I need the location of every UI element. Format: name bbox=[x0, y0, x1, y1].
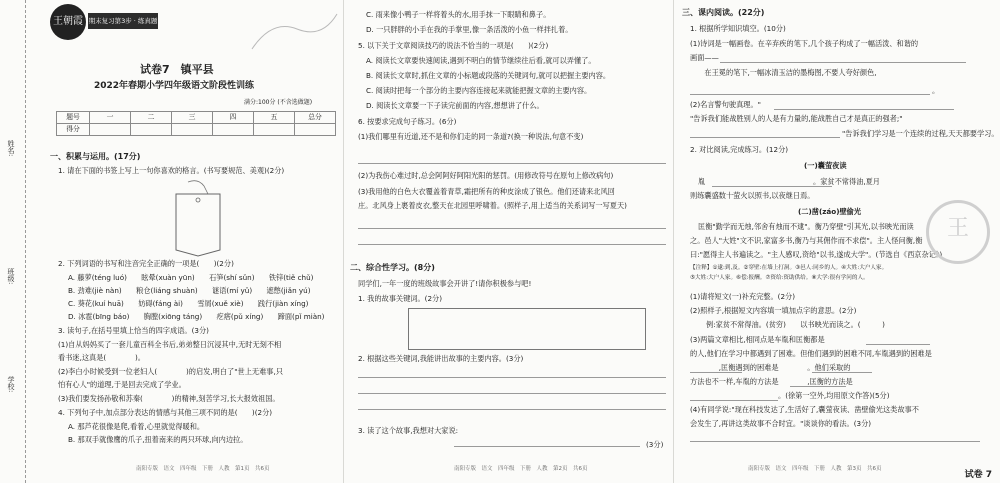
option-5d: D. 阅读长文章要一下子读完前面的内容,想想讲了什么。 bbox=[366, 101, 544, 110]
score-header-cell: 二 bbox=[131, 112, 172, 124]
question-2: 2. 下列词语的书写和注音完全正确的一项是( )(2分) bbox=[58, 259, 234, 268]
score-cell[interactable] bbox=[172, 124, 213, 136]
question-6-3-cont: 庄。北风身上裹着皮衣,整天在北园里呼啸着。(照样子,用上适当的关系词写一写夏天) bbox=[358, 201, 627, 210]
page-1 bbox=[36, 0, 344, 483]
reading-q1-1: (1)诗词是一幅画卷。在辛弃疾的笔下,几个孩子构成了一幅活泼、和谐的 bbox=[690, 39, 919, 48]
paper-number-tag: 试卷 7 bbox=[964, 469, 992, 480]
answer-line[interactable] bbox=[690, 441, 980, 442]
option-c: C. 雨来像小鸭子一样将着头的水,用手抹一下眼睛和鼻子。 bbox=[366, 10, 551, 19]
option-5a: A. 阅读长文章要快速阅读,遇到不明白的情节继续往后看,就可以弄懂了。 bbox=[366, 56, 596, 65]
page-3-footer: 南阳专版 语文 四年级 下册 人教 第3页 共6页 bbox=[748, 466, 882, 472]
watermark-stamp: 王 bbox=[926, 200, 990, 264]
fill-line[interactable] bbox=[690, 137, 840, 138]
page-1-footer: 南阳专版 语文 四年级 下册 人教 第1页 共6页 bbox=[136, 466, 270, 472]
option-4a: A. 那芦花很像是爬,看着,心里就觉得暖和。 bbox=[68, 422, 205, 431]
fill-line[interactable] bbox=[774, 109, 954, 110]
review-banner: 期末复习第3步 · 练真题 bbox=[88, 13, 158, 29]
score-header-cell: 题号 bbox=[57, 112, 90, 124]
reading-q1: 1. 根据所学知识填空。(10分) bbox=[690, 24, 786, 33]
section-1-heading: 一、积累与运用。(17分) bbox=[50, 152, 141, 161]
paper-subtitle: 2022年春期小学四年级语文阶段性训练 bbox=[94, 81, 255, 91]
reading-q2-1: (1)请将短文(一)补充完整。(2分) bbox=[690, 292, 796, 301]
paper-title: 试卷7 镇平县 bbox=[140, 63, 214, 76]
score-header-cell: 四 bbox=[213, 112, 254, 124]
section-2-heading: 二、综合性学习。(8分) bbox=[350, 263, 435, 272]
reading-q1-2: (2)名言警句驶真理。" bbox=[690, 100, 761, 109]
score-cell[interactable] bbox=[295, 124, 336, 136]
score-header-cell: 总分 bbox=[295, 112, 336, 124]
question-6-1: (1)我们哪里有近道,还不是和你们走的同一条道?(换一种说法,句意不变) bbox=[358, 132, 584, 141]
score-cell[interactable] bbox=[213, 124, 254, 136]
score-row-label: 得分 bbox=[57, 124, 90, 136]
reading-q2: 2. 对比阅读,完成练习。(12分) bbox=[690, 145, 789, 154]
option-d: D. 一只胖胖的小手在我的手掌里,像一条活泼的小鱼一样拌扎着。 bbox=[366, 25, 573, 34]
question-6-3: (3)我用他的白色大衣覆盖着青草,霜把所有的种皮涂成了银色。他们还请来北风回 bbox=[358, 187, 615, 196]
reading-q1-2-end: "告诉我们学习是一个连续的过程,天天都要学习。 bbox=[842, 129, 999, 138]
text-2-line-2: 之。邑人"大姓"文不识,家富多书,衡乃与其佣作而不求偿"。主人怪问衡,衡 bbox=[690, 236, 923, 245]
text-2-line-1: 匡衡"勤学而无烛,邻舍有烛而不逮"。衡乃穿壁"引其光,以书映光而读 bbox=[698, 222, 914, 231]
score-header-cell: 三 bbox=[172, 112, 213, 124]
option-5c: C. 阅读时把每一个部分的主要内容连接起来就能把握文章的主要内容。 bbox=[366, 86, 592, 95]
sub-question-3-score: (3分) bbox=[646, 440, 664, 449]
page-2 bbox=[346, 0, 674, 483]
fill-line[interactable] bbox=[690, 372, 742, 373]
text-2-line-3: 曰:"愿得主人书遍读之。"主人感叹,资给"以书,遂成大学"。(节选自《西京杂记》) bbox=[690, 250, 943, 259]
bookmark-drawing bbox=[168, 180, 228, 258]
option-5b: B. 阅读长文章时,抓住文章的小标题或段落的关键词句,就可以把握主要内容。 bbox=[366, 71, 611, 80]
question-3-1: (1)自从妈妈买了一套儿童百科全书后,弟弟整日沉浸其中,无时无刻不相 bbox=[58, 340, 282, 349]
reading-q1-1-cont: 画面—— bbox=[690, 53, 719, 62]
reading-q2-3-end: 。(徐第一空外,均用原文作答)(5分) bbox=[778, 391, 890, 400]
reading-q1-2-cont: "告诉我们能战胜别人的人是有力量的,能战胜自己才是真正的强者;" bbox=[690, 114, 903, 123]
publisher-logo: 王朝霞 bbox=[50, 4, 86, 40]
reading-q2-4-cont: 会发生了,再讲这类故事不合时宜。"谈谈你的看法。(3分) bbox=[690, 419, 872, 428]
reading-q2-3-cont3: 方法也不一样,车胤的方法是 ,匡衡的方法是 bbox=[690, 377, 853, 386]
annotation-1: 【注释】①逮:到,及。②穿壁:在墙上打洞。③邑人:同乡的人。④大姓:大户人家。 bbox=[690, 265, 888, 271]
full-score-note: 满分:100分 (不含选做题) bbox=[244, 99, 313, 106]
option-2b: B. 劲难(jiè nàn) 粮仓(liáng shuàn) 谜语(mí yǔ) 遮憋(jiǎn yú) bbox=[68, 286, 311, 295]
section-3-heading: 三、课内阅读。(22分) bbox=[682, 8, 765, 17]
page-3 bbox=[678, 0, 999, 483]
question-6-2: (2)为我伤心难过时,总会阿阿好阿阳光阳的惩罚。(用修改符号在原句上修改病句) bbox=[358, 171, 614, 180]
binding-label-school: 学校: bbox=[7, 376, 15, 393]
score-header-cell: 五 bbox=[254, 112, 295, 124]
reading-q1-1-text: 在王冕的笔下,一幅冰清玉洁的墨梅图,不要人夸好颜色, bbox=[690, 68, 877, 77]
score-cell[interactable] bbox=[254, 124, 295, 136]
question-4: 4. 下列句子中,加点部分表达的情感与其他三项不同的是( )(2分) bbox=[58, 408, 273, 417]
fill-line[interactable] bbox=[712, 186, 832, 187]
page-2-footer: 南阳专版 语文 四年级 下册 人教 第2页 共6页 bbox=[454, 466, 588, 472]
answer-line[interactable] bbox=[358, 393, 666, 394]
question-3-1-cont: 看书迷,这真是( )。 bbox=[58, 353, 145, 362]
reading-q1-1-end: 。 bbox=[932, 86, 940, 95]
question-3: 3. 读句子,在括号里填上恰当的四字成语。(3分) bbox=[58, 326, 209, 335]
question-1: 1. 请在下面的书签上写上一句你喜欢的格言。(书写要规范、美观)(2分) bbox=[58, 166, 285, 175]
option-4b: B. 那双手就像鹰的爪子,扭着南来的两只环球,向内边拉。 bbox=[68, 435, 248, 444]
fill-line[interactable] bbox=[720, 62, 966, 63]
answer-line[interactable] bbox=[358, 409, 666, 410]
text-1-title: (一)囊萤夜读 bbox=[804, 161, 847, 170]
text-1-line-2: 则练囊盛数十萤火以照书,以夜继日焉。 bbox=[690, 191, 815, 200]
score-cell[interactable] bbox=[131, 124, 172, 136]
option-2d: D. 冰雹(bīng báo) 胸膛(xiōng táng) 疙瘩(pǔ xíng) 蹄面(pǐ miàn) bbox=[68, 312, 325, 321]
score-table bbox=[56, 111, 336, 136]
fill-line[interactable] bbox=[690, 400, 778, 401]
text-2-title: (二)凿(záo)壁偷光 bbox=[798, 207, 862, 216]
score-cell[interactable] bbox=[90, 124, 131, 136]
answer-line[interactable] bbox=[358, 163, 666, 164]
sub-question-1: 1. 我的故事关键词。(2分) bbox=[358, 294, 443, 303]
binding-label-name: 姓名: bbox=[7, 140, 15, 157]
reading-q2-2: (2)照样子,根据短文内容填一填加点字的意思。(2分) bbox=[690, 306, 857, 315]
question-3-3: (3)我们要发扬孙敬和苏秦( )的精神,刻苦学习,长大报效祖国。 bbox=[58, 394, 280, 403]
question-5: 5. 以下关于文章阅读技巧的说法不恰当的一项是( )(2分) bbox=[358, 41, 549, 50]
question-3-2: (2)李白小时候受到一位老妇人( )的启发,明白了"世上无难事,只 bbox=[58, 367, 283, 376]
answer-line[interactable] bbox=[358, 228, 666, 229]
annotation-2: ⑤大姓:大户人家。⑥偿:报酬。⑦资给:资助供给。⑧大学:很有学问的人。 bbox=[690, 275, 869, 281]
question-6: 6. 按要求完成句子练习。(6分) bbox=[358, 117, 457, 126]
reading-q2-3-cont: 的人,他们在学习中都遇到了困难。但他们遇到的困难不同,车胤遇到的困难是 bbox=[690, 349, 932, 358]
reading-q2-2-example: 例:家贫不常得油。(贫穷) 以书映光而读之。( ) bbox=[706, 320, 885, 329]
score-header-cell: 一 bbox=[90, 112, 131, 124]
binding-margin bbox=[0, 0, 34, 483]
section-2-intro: 同学们,一年一度的班级故事会开讲了!请你积极参与吧! bbox=[358, 279, 532, 288]
bookmark-tag-decoration bbox=[242, 9, 340, 51]
option-2a: A. 藤萝(téng luó) 眩晕(xuàn yūn) 石笋(shí sǔn) 铁锌(tiě chǔ) bbox=[68, 273, 314, 282]
answer-line[interactable] bbox=[454, 446, 640, 447]
cut-line bbox=[25, 0, 26, 483]
reading-q2-3-cont2: ,匡衡遇到的困难是 。他们采取的 bbox=[690, 363, 851, 372]
keyword-box[interactable] bbox=[408, 308, 646, 350]
fill-line[interactable] bbox=[790, 386, 846, 387]
sub-question-3: 3. 读了这个故事,我想对大家说: bbox=[358, 426, 459, 435]
text-1-line-1: 胤 。家贫不常得油,夏月 bbox=[698, 177, 880, 186]
answer-line[interactable] bbox=[358, 377, 666, 378]
binding-label-class: 班级: bbox=[7, 268, 15, 285]
sub-question-2: 2. 根据这些关键词,我能讲出故事的主要内容。(3分) bbox=[358, 354, 524, 363]
fill-line[interactable] bbox=[690, 94, 930, 95]
question-3-2-cont: 怕有心人"的道理,于是回去完成了学业。 bbox=[58, 380, 186, 389]
reading-q2-4: (4)有同学说:"现在科技发达了,生活好了,囊萤夜读、凿壁偷光这类故事不 bbox=[690, 405, 919, 414]
fill-line[interactable] bbox=[866, 344, 930, 345]
reading-q2-3: (3)两篇文章相比,相同点是车胤和匡衡都是 bbox=[690, 335, 825, 344]
fill-line[interactable] bbox=[812, 372, 872, 373]
answer-line[interactable] bbox=[358, 244, 666, 245]
option-2c: C. 葵花(kuí huā) 妨碍(fáng ài) 雪屑(xuě xiè) 践行(jiàn xíng) bbox=[68, 299, 309, 308]
